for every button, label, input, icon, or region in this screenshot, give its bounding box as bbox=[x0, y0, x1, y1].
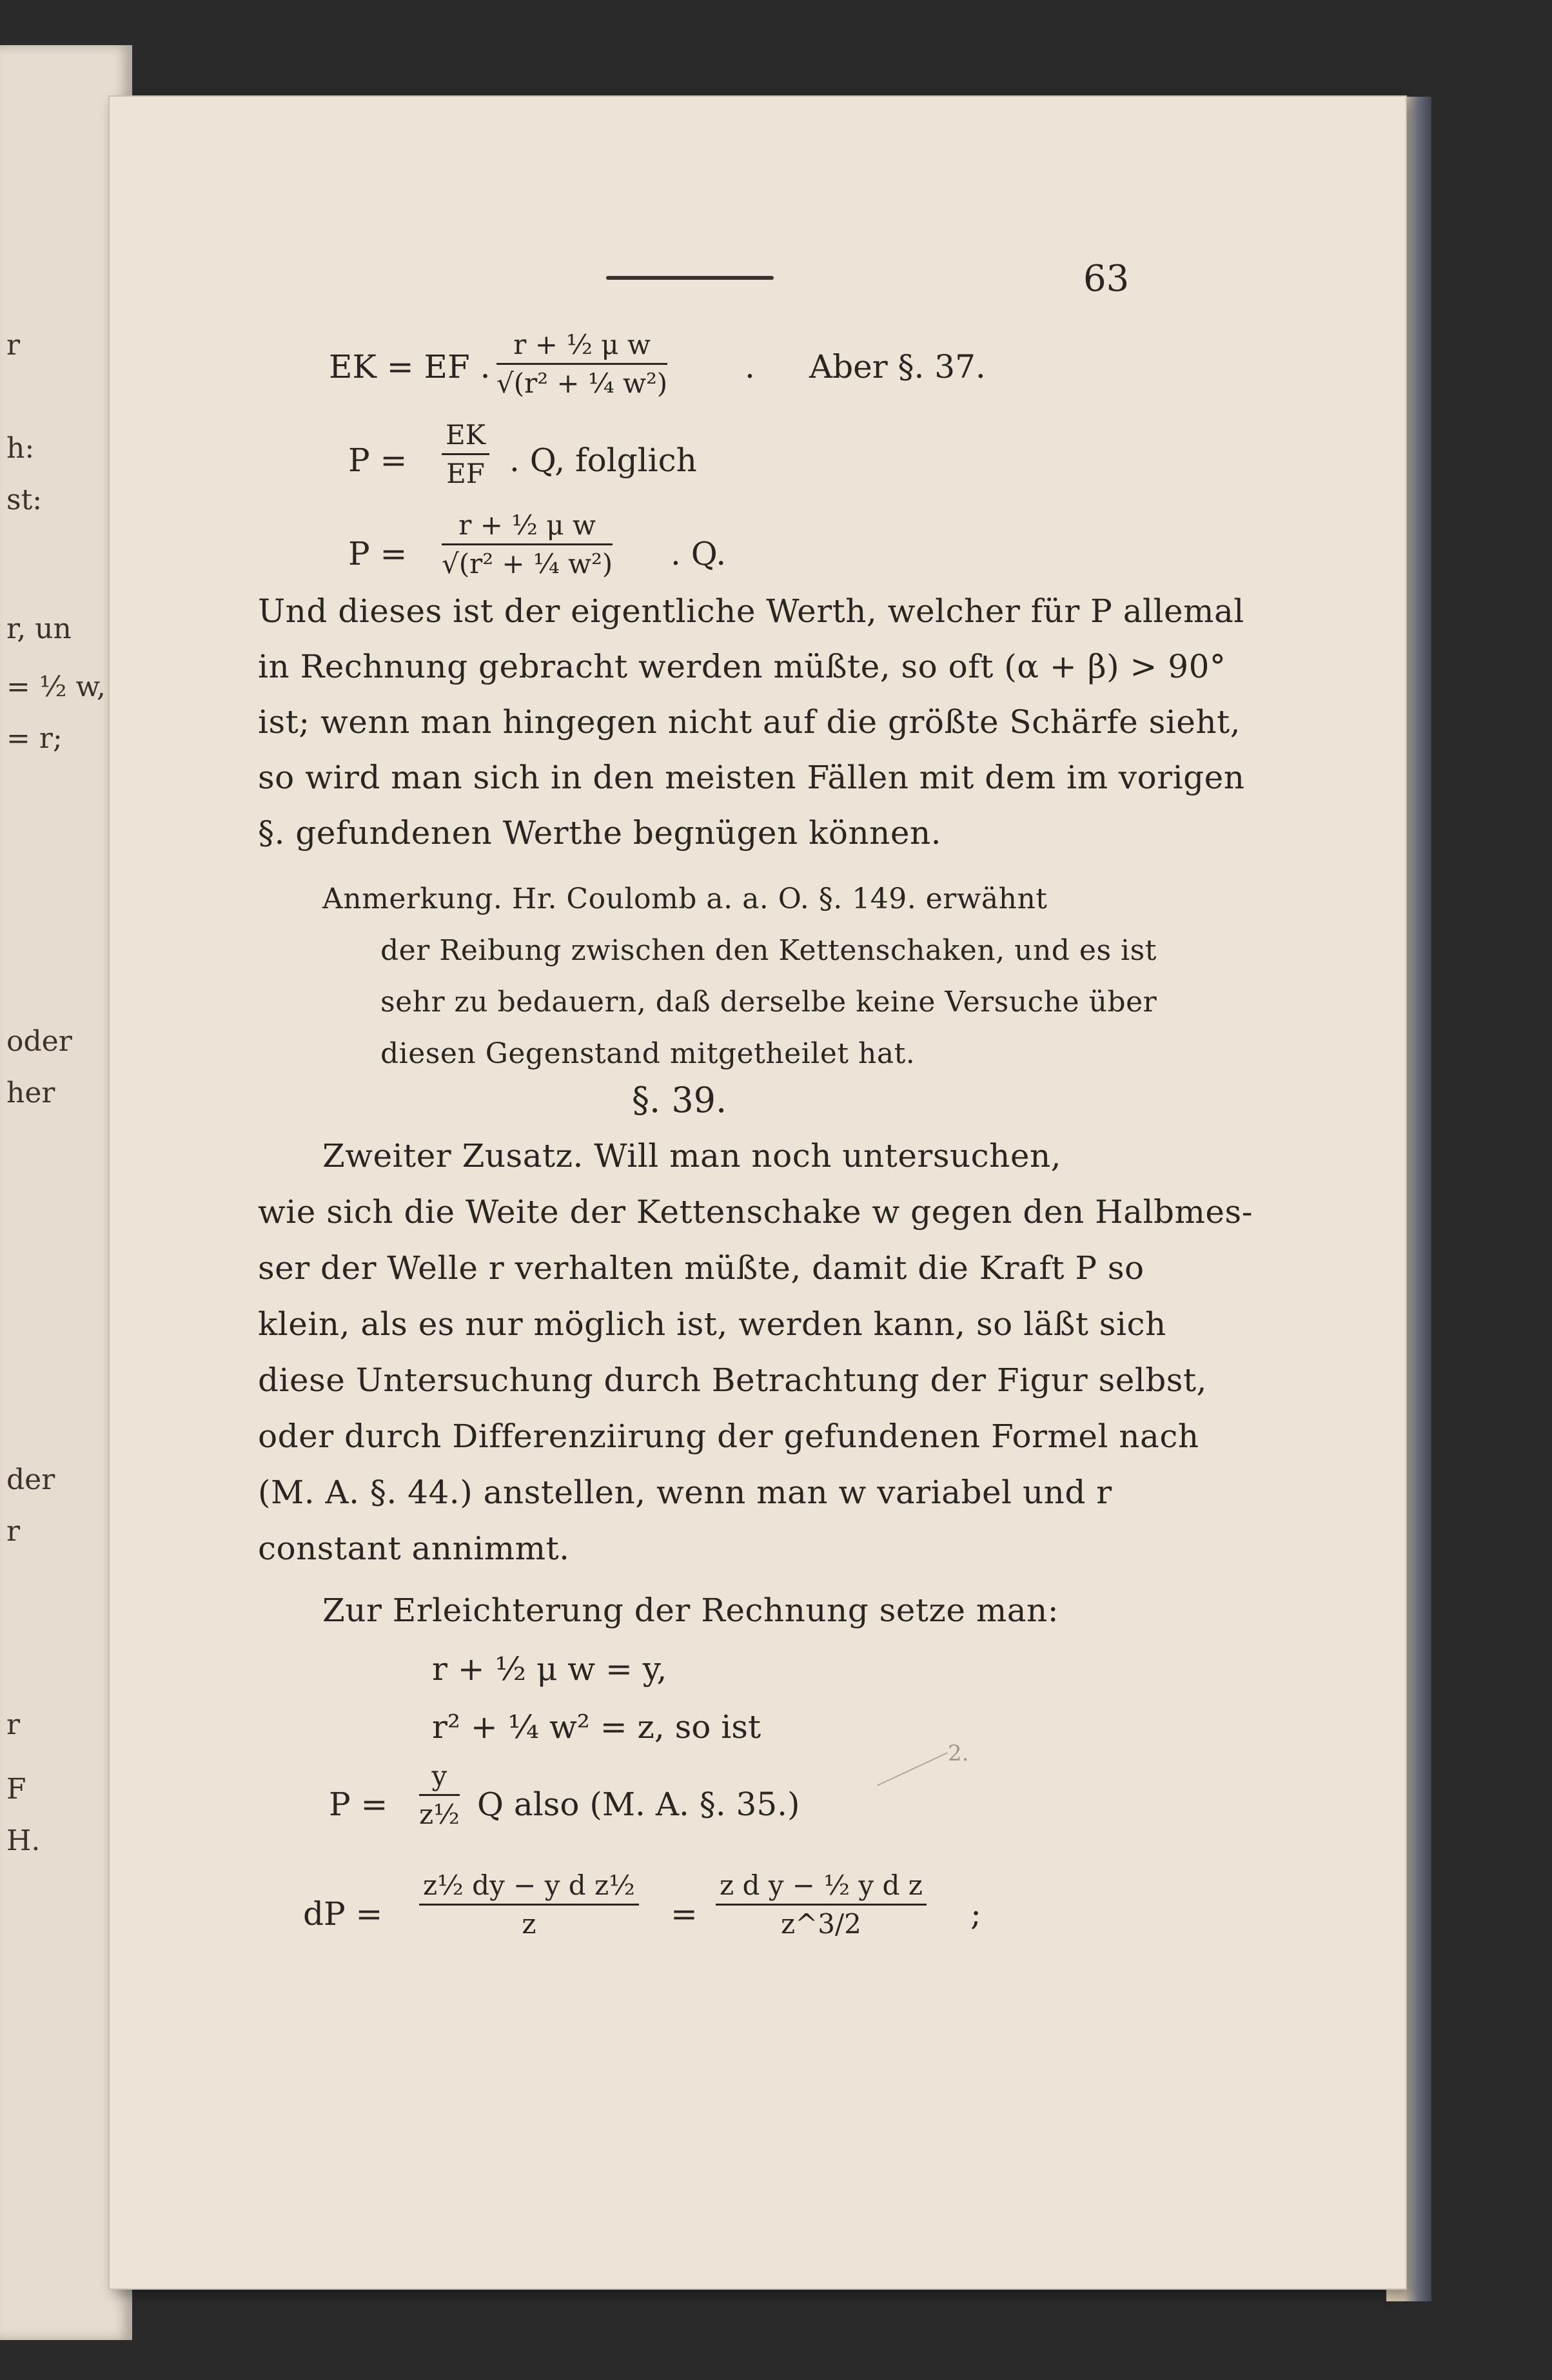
fraction-numerator: r + ½ μ w bbox=[496, 329, 667, 365]
facing-page-fragment: r bbox=[6, 1515, 21, 1548]
fraction-numerator: EK bbox=[442, 419, 489, 455]
paragraph-line: ser der Welle r verhalten müßte, damit die Kraft P so bbox=[258, 1249, 1144, 1287]
book-page bbox=[110, 97, 1406, 2288]
facing-page-fragment: st: bbox=[6, 483, 43, 516]
paragraph-line: Und dieses ist der eigentliche Werth, welcher für P allemal bbox=[258, 592, 1244, 630]
paragraph-line: so wird man sich in den meisten Fällen mit dem im vorigen bbox=[258, 759, 1245, 796]
facing-page-fragment: oder bbox=[6, 1025, 72, 1058]
equation-ek-fraction bbox=[496, 329, 667, 399]
equation-p2-lhs: P = bbox=[348, 535, 408, 572]
facing-page-fragment: = r; bbox=[6, 722, 63, 755]
paragraph-line: Zur Erleichterung der Rechnung setze man: bbox=[322, 1592, 1059, 1629]
paragraph-line: wie sich die Weite der Kettenschake w gegen den Halbmes- bbox=[258, 1193, 1253, 1231]
paragraph-line: (M. A. §. 44.) anstellen, wenn man w variabel und r bbox=[258, 1474, 1112, 1511]
paragraph-line: ist; wenn man hingegen nicht auf die größte Schärfe sieht, bbox=[258, 703, 1241, 741]
paragraph-line: §. gefundenen Werthe begnügen können. bbox=[258, 814, 942, 852]
note-line: Anmerkung. Hr. Coulomb a. a. O. §. 149. erwähnt bbox=[322, 883, 1048, 915]
note-line: sehr zu bedauern, daß derselbe keine Versuche über bbox=[380, 986, 1157, 1019]
note-line: diesen Gegenstand mitgetheilet hat. bbox=[380, 1037, 916, 1070]
header-rule bbox=[606, 276, 774, 280]
facing-page-fragment: der bbox=[6, 1463, 55, 1496]
section-heading: §. 39. bbox=[632, 1080, 727, 1120]
facing-page-fragment: H. bbox=[6, 1824, 41, 1857]
page-number: 63 bbox=[1083, 258, 1130, 300]
equation-dp-fraction-1 bbox=[419, 1869, 639, 1940]
facing-page-fragment: h: bbox=[6, 432, 35, 465]
pencil-annotation: 2. bbox=[948, 1741, 969, 1766]
equation-p3-fraction bbox=[419, 1760, 460, 1830]
paragraph-line: constant annimmt. bbox=[258, 1530, 570, 1567]
equation-p1-tail: . Q, folglich bbox=[509, 442, 697, 479]
facing-page-fragment: = ½ w, bbox=[6, 670, 106, 703]
facing-page-fragment: r, un bbox=[6, 612, 72, 645]
paragraph-line: Zweiter Zusatz. Will man noch untersuchen, bbox=[322, 1137, 1062, 1175]
facing-page-fragment: F bbox=[6, 1773, 26, 1806]
equation-p3-lhs: P = bbox=[329, 1786, 388, 1823]
fraction-denominator: z½ bbox=[419, 1799, 460, 1830]
equation-p2-fraction bbox=[442, 509, 613, 580]
fraction-denominator: √(r² + ¼ w²) bbox=[442, 548, 613, 580]
paragraph-line: oder durch Differenziirung der gefundenen Formel nach bbox=[258, 1418, 1199, 1455]
equation-ek-tail: . bbox=[745, 348, 755, 385]
equation-ek-lhs: EK = EF . bbox=[329, 348, 491, 385]
substitution-line: r + ½ μ w = y, bbox=[432, 1650, 667, 1688]
fraction-numerator: y bbox=[419, 1760, 460, 1796]
substitution-line: r² + ¼ w² = z, so ist bbox=[432, 1708, 761, 1746]
fraction-numerator: z½ dy − y d z½ bbox=[419, 1869, 639, 1906]
paragraph-line: in Rechnung gebracht werden müßte, so oft (α + β) > 90° bbox=[258, 648, 1226, 685]
equation-dp-tail: ; bbox=[970, 1895, 981, 1933]
paragraph-line: klein, als es nur möglich ist, werden kann, so läßt sich bbox=[258, 1305, 1166, 1343]
equation-p1-fraction bbox=[442, 419, 489, 489]
equation-dp-equals: = bbox=[671, 1895, 698, 1933]
fraction-denominator: z^3/2 bbox=[780, 1908, 861, 1940]
equation-ek-reference: Aber §. 37. bbox=[809, 348, 986, 385]
facing-page-fragment: r bbox=[6, 1708, 21, 1741]
fraction-numerator: r + ½ μ w bbox=[442, 509, 613, 545]
fraction-denominator: z bbox=[522, 1908, 536, 1940]
facing-page-fragment: r bbox=[6, 329, 21, 362]
equation-dp-fraction-2 bbox=[716, 1869, 927, 1940]
fraction-denominator: √(r² + ¼ w²) bbox=[496, 367, 668, 399]
equation-p3-tail: Q also (M. A. §. 35.) bbox=[477, 1786, 800, 1823]
fraction-denominator: EF bbox=[446, 458, 485, 489]
equation-p1-lhs: P = bbox=[348, 442, 408, 479]
equation-dp-lhs: dP = bbox=[303, 1895, 383, 1933]
facing-page-fragment: her bbox=[6, 1077, 55, 1109]
fraction-numerator: z d y − ½ y d z bbox=[716, 1869, 927, 1906]
paragraph-line: diese Untersuchung durch Betrachtung der Figur selbst, bbox=[258, 1361, 1207, 1399]
note-line: der Reibung zwischen den Kettenschaken, und es ist bbox=[380, 934, 1157, 967]
equation-p2-tail: . Q. bbox=[671, 535, 727, 572]
